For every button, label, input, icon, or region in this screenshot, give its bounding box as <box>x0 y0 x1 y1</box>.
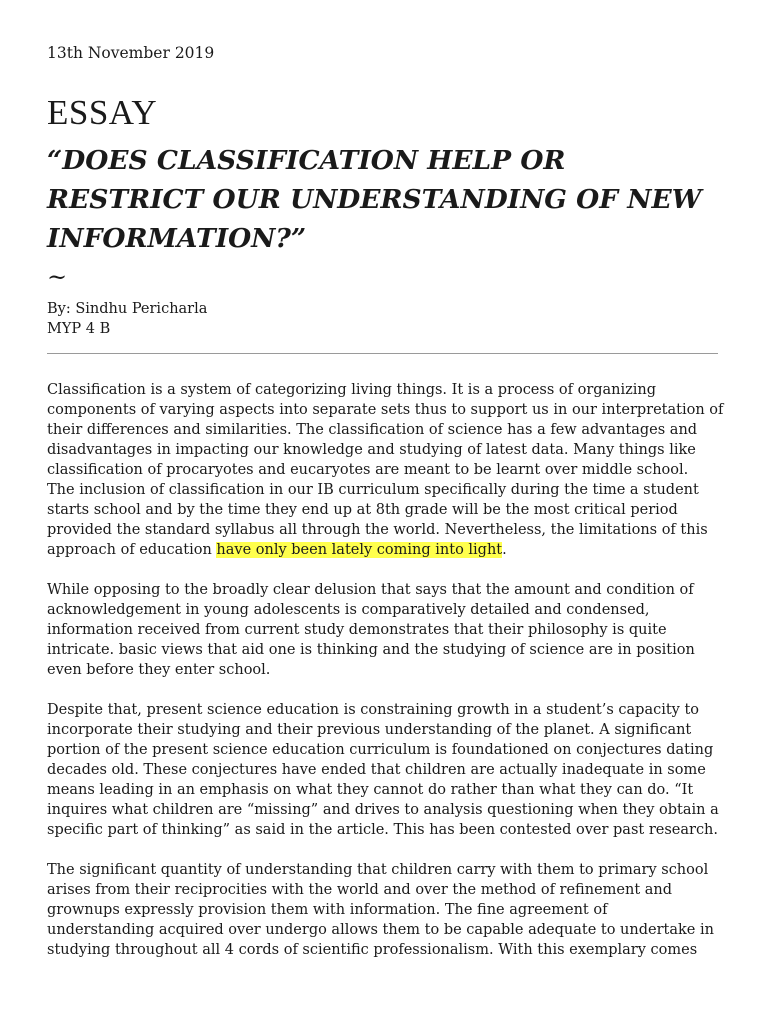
essay-title <box>47 141 737 258</box>
paragraph-4: The significant quantity of understanding that children carry with them to primary school arises from their reciprocities with the world and over the method of refinement and grownups expressly provision them with information. The fine agreement of understanding acquired over undergo allows them to be capable adequate to undertake in studying throughout all 4 cords of scientific professionalism. With this exemplary comes <box>47 862 714 958</box>
paragraph-3: Despite that, present science education is constraining growth in a student’s capacity to incorporate their studying and their previous understanding of the planet. A significant portion of the present science education curriculum is foundationed on conjectures dating decades old. These conjectures have ended that children are actually inadequate in some means leading in an emphasis on what they cannot do rather than what they can do. “It inquires what children are “missing” and drives to analysis questioning when they obtain a specific part of thinking” as said in the article. This has been contested over past research. <box>47 702 719 838</box>
paragraph-1-end: . <box>502 542 507 558</box>
paragraph-2: While opposing to the broadly clear delusion that says that the amount and condition of acknowledgement in young adolescents is comparatively detailed and condensed, information received from current study demonstrates that their philosophy is quite intricate. basic views that aid one is thinking and the studying of science are in position even before they enter school. <box>47 582 695 678</box>
paragraph-1 <box>47 380 737 560</box>
tilde-separator: ~ <box>47 263 68 291</box>
essay-body <box>47 380 737 980</box>
horizontal-rule <box>47 353 718 354</box>
highlighted-text: have only been lately coming into light <box>216 542 503 558</box>
class-line: MYP 4 B <box>47 321 111 337</box>
author-line: By: Sindhu Pericharla <box>47 301 208 317</box>
date: 13th November 2019 <box>47 44 215 62</box>
essay-title-text: “DOES CLASSIFICATION HELP OR RESTRICT OUR UNDERSTANDING OF NEW INFORMATION?” <box>47 145 702 254</box>
paragraph-1-text: Classification is a system of categorizing living things. It is a process of organizing components of varying aspects into separate sets thus to support us in our interpretation of their differences and similarities. The classification of science has a few advantages and disadvantages in impacting our knowledge and studying of latest data. Many things like classification of procaryotes and eucaryotes are meant to be learnt over middle school. The inclusion of classification in our IB curriculum specifically during the time a student starts school and by the time they end up at 8th grade will be the most critical period provided the standard syllabus all through the world. Nevertheless, the limitations of this approach of education <box>47 382 724 558</box>
essay-label: ESSAY <box>47 93 158 132</box>
